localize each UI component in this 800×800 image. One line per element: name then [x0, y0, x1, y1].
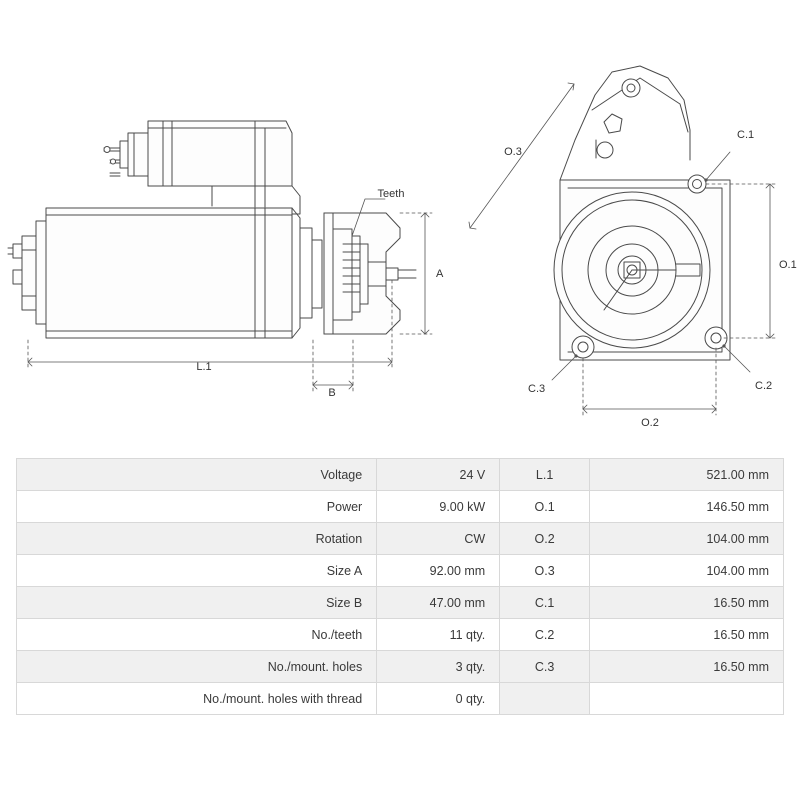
spec-code: O.3 — [500, 555, 590, 587]
label-dim-c3: C.3 — [528, 383, 546, 395]
spec-dim: 16.50 mm — [590, 619, 784, 651]
spec-name: No./mount. holes with thread — [17, 683, 377, 715]
spec-name: Power — [17, 491, 377, 523]
spec-name: Voltage — [17, 459, 377, 491]
spec-name: Size B — [17, 587, 377, 619]
spec-code-empty — [500, 683, 590, 715]
label-dim-o2: O.2 — [641, 417, 659, 429]
spec-value: 24 V — [377, 459, 500, 491]
table-row — [17, 619, 784, 651]
spec-name: No./teeth — [17, 619, 377, 651]
spec-name: Size A — [17, 555, 377, 587]
label-dim-o1: O.1 — [779, 259, 797, 271]
label-teeth: Teeth — [377, 188, 405, 200]
spec-value: 9.00 kW — [377, 491, 500, 523]
spec-value: CW — [377, 523, 500, 555]
label-dim-c1: C.1 — [737, 129, 755, 141]
spec-value: 11 qty. — [377, 619, 500, 651]
spec-name: Rotation — [17, 523, 377, 555]
spec-code: C.1 — [500, 587, 590, 619]
spec-code: O.2 — [500, 523, 590, 555]
spec-dim: 16.50 mm — [590, 587, 784, 619]
table-row — [17, 491, 784, 523]
table-row — [17, 459, 784, 491]
spec-code: O.1 — [500, 491, 590, 523]
front-view-body — [554, 66, 730, 360]
spec-value: 3 qty. — [377, 651, 500, 683]
label-dim-c2: C.2 — [755, 380, 773, 392]
spec-value: 47.00 mm — [377, 587, 500, 619]
spec-dim: 521.00 mm — [590, 459, 784, 491]
table-row — [17, 683, 784, 715]
spec-value: 92.00 mm — [377, 555, 500, 587]
spec-dim: 16.50 mm — [590, 651, 784, 683]
label-dim-l1: L.1 — [196, 361, 212, 373]
table-row — [17, 587, 784, 619]
spec-dim: 104.00 mm — [590, 523, 784, 555]
spec-code: L.1 — [500, 459, 590, 491]
spec-dim: 146.50 mm — [590, 491, 784, 523]
label-dim-a: A — [436, 268, 444, 280]
label-dim-b: B — [328, 387, 336, 399]
table-row — [17, 555, 784, 587]
spec-code: C.3 — [500, 651, 590, 683]
side-view-body — [8, 121, 416, 338]
spec-code: C.2 — [500, 619, 590, 651]
label-dim-o3: O.3 — [504, 146, 522, 158]
table-row — [17, 523, 784, 555]
spec-dim: 104.00 mm — [590, 555, 784, 587]
specification-table — [16, 458, 784, 715]
spec-dim-empty — [590, 683, 784, 715]
table-row — [17, 651, 784, 683]
spec-value: 0 qty. — [377, 683, 500, 715]
spec-name: No./mount. holes — [17, 651, 377, 683]
